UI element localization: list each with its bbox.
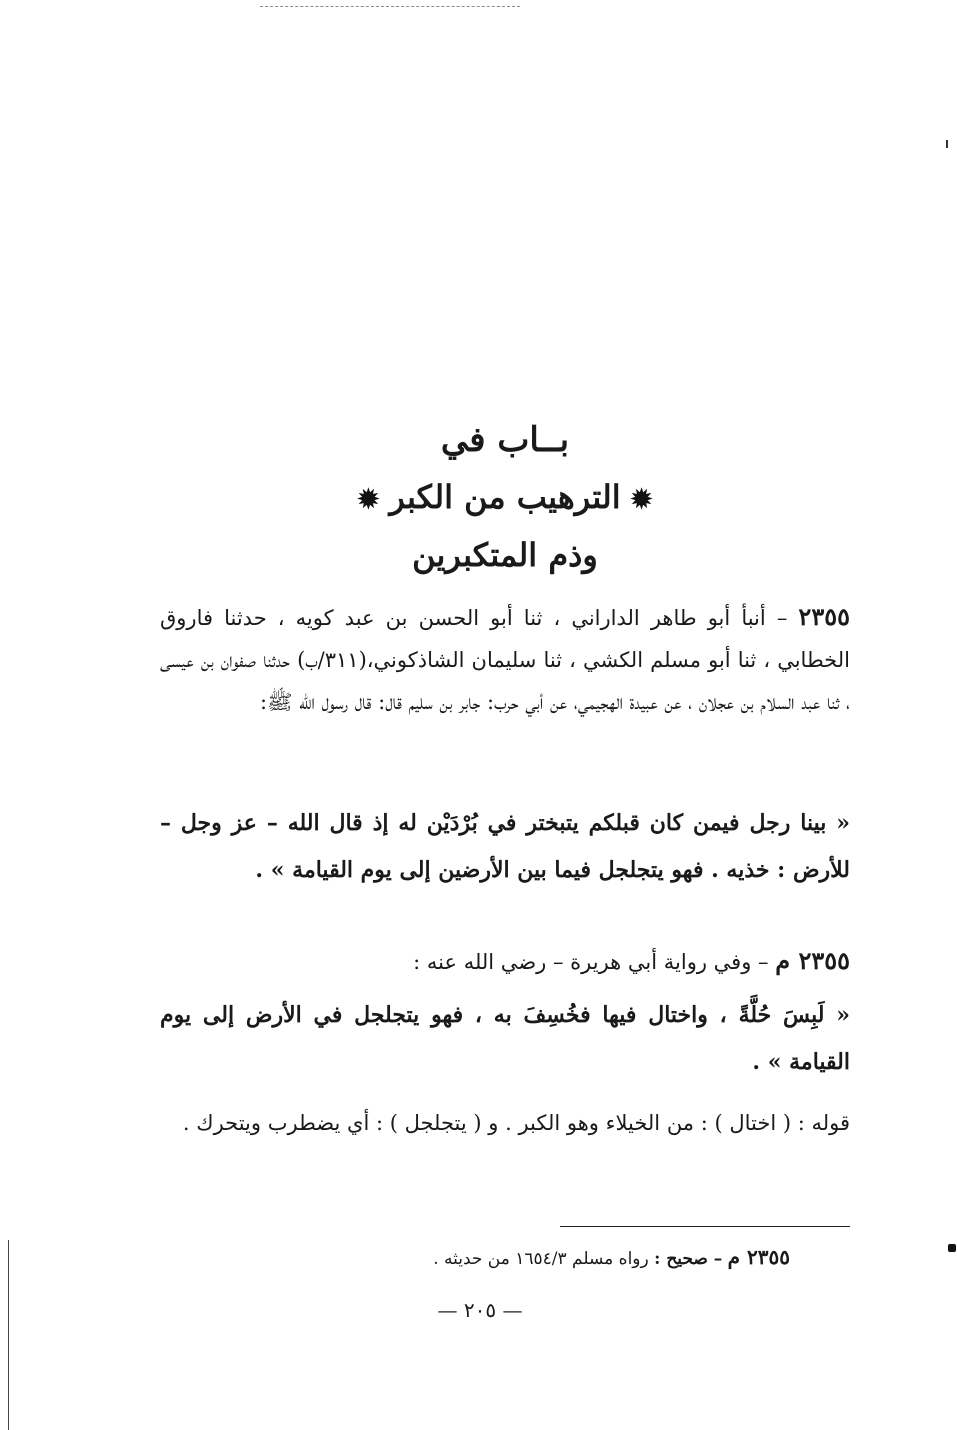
chapter-heading-title — [160, 478, 850, 516]
star-ornament-icon: ✹ — [630, 485, 653, 515]
star-ornament-icon: ✹ — [357, 485, 380, 515]
footnote-separator — [560, 1226, 850, 1227]
scan-top-rule — [260, 6, 520, 7]
isnad-line: الهجيمي، عن أبي حرب: جابر بن سليم قال: قال رسول الله ﷺ: — [260, 690, 623, 714]
scan-speck — [946, 140, 948, 148]
explanation: قوله : ( اختال ) : من الخيلاء وهو الكبر . و ( يتجلجل ) : أي يضطرب ويتحرك . — [182, 1111, 850, 1135]
page-number: — ٢٠٥ — — [437, 1298, 523, 1322]
chapter-heading-subtitle — [160, 536, 850, 574]
footnote-text: رواه مسلم ١٦٥٤/٣ من حديثه . — [433, 1249, 649, 1269]
isnad-line: حدثنا فاروق الخطابي ، ثنا أبو مسلم الكشي ، ثنا سليمان الشاذكوني،(٣١١/ب) — [160, 606, 850, 672]
riwaya-matn: « لَبِسَ حُلَّةً ، واختال فيها فخُسِفَ به ، فهو يتجلجل في الأرض إلى يوم القيامة » . — [160, 1002, 850, 1075]
hadith-number: ٢٣٥٥ — [798, 602, 850, 631]
chapter-subtitle-text: وذم المتكبرين — [412, 536, 598, 574]
scan-left-edge — [8, 1240, 9, 1430]
footnote — [160, 1240, 790, 1276]
footnote-number: ٢٣٥٥ م — [727, 1245, 790, 1269]
riwaya-intro — [160, 940, 850, 983]
riwaya-number: ٢٣٥٥ م — [775, 946, 850, 975]
chapter-heading-bab-text: بــاب في — [440, 420, 570, 460]
hadith-matn: « بينا رجل فيمن كان قبلكم يتبختر في بُرْدَيْن له إذ قال الله – عز وجل – للأرض : خذيه . فهو يتجلجل فيما بين الأرضين إلى يوم القيامة » . — [160, 810, 850, 883]
riwaya-text: – وفي رواية أبي هريرة – رضي الله عنه : — [413, 950, 769, 974]
chapter-title-text: الترهيب من الكبر — [389, 478, 621, 516]
chapter-heading-bab — [160, 420, 850, 460]
isnad-line: – أنبأ أبو طاهر الداراني ، ثنا أبو الحسن بن عبد كويه ، — [277, 606, 788, 630]
isnad-line: حدثنا صفوان بن عيسى ، ثنا عبد السلام بن عجلان ، عن عبيدة — [160, 648, 850, 714]
scan-margin-mark — [948, 1244, 956, 1252]
footnote-grade: – صحيح : — [654, 1249, 723, 1269]
hadith-isnad — [160, 596, 850, 723]
